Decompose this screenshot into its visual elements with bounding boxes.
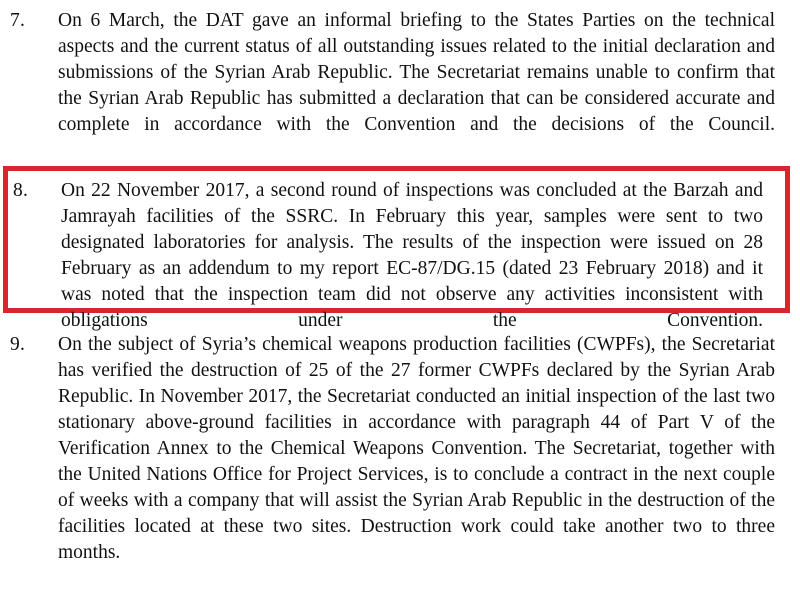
paragraph-7	[0, 8, 800, 164]
paragraph-9	[0, 332, 800, 592]
red-highlight-box	[3, 166, 790, 331]
paragraph-text-7: On 6 March, the DAT gave an informal briefing to the States Parties on the technical aspects and the current status of all outstanding issues related to the initial declaration and submissions of the Syrian Arab Republic. The Secretariat remains unable to confirm that the Syrian Arab Republic has submitted a declaration that can be considered accurate and complete in accordance with the Convention and the decisions of the Council.	[58, 10, 775, 135]
paragraph-text-8: On 22 November 2017, a second round of inspections was concluded at the Barzah and Jamrayah facilities of the SSRC. In February this year, samples were sent to two designated laboratories for analysis. The results of the inspection were issued on 28 February as an addendum to my report EC-87/DG.15 (dated 23 February 2018) and it was noted that the inspection team did not observe any activities inconsistent with obligations under the Convention.	[61, 180, 763, 331]
paragraph-text-9: On the subject of Syria’s chemical weapons production facilities (CWPFs), the Secretariat has verified the destruction of 25 of the 27 former CWPFs declared by the Syrian Arab Republic. In November 2017, the Secretariat conducted an initial inspection of the last two stationary above-ground facilities in accordance with paragraph 44 of Part V of the Verification Annex to the Chemical Weapons Convention. The Secretariat, together with the United Nations Office for Project Services, is to conclude a contract in the next couple of weeks with a company that will assist the Syrian Arab Republic in the destruction of the facilities located at these two sites. Destruction work could take another two to three months.	[58, 334, 775, 563]
paragraph-number-8: 8.	[13, 180, 29, 201]
paragraph-number-9: 9.	[10, 334, 26, 355]
paragraph-number-7: 7.	[10, 10, 26, 31]
